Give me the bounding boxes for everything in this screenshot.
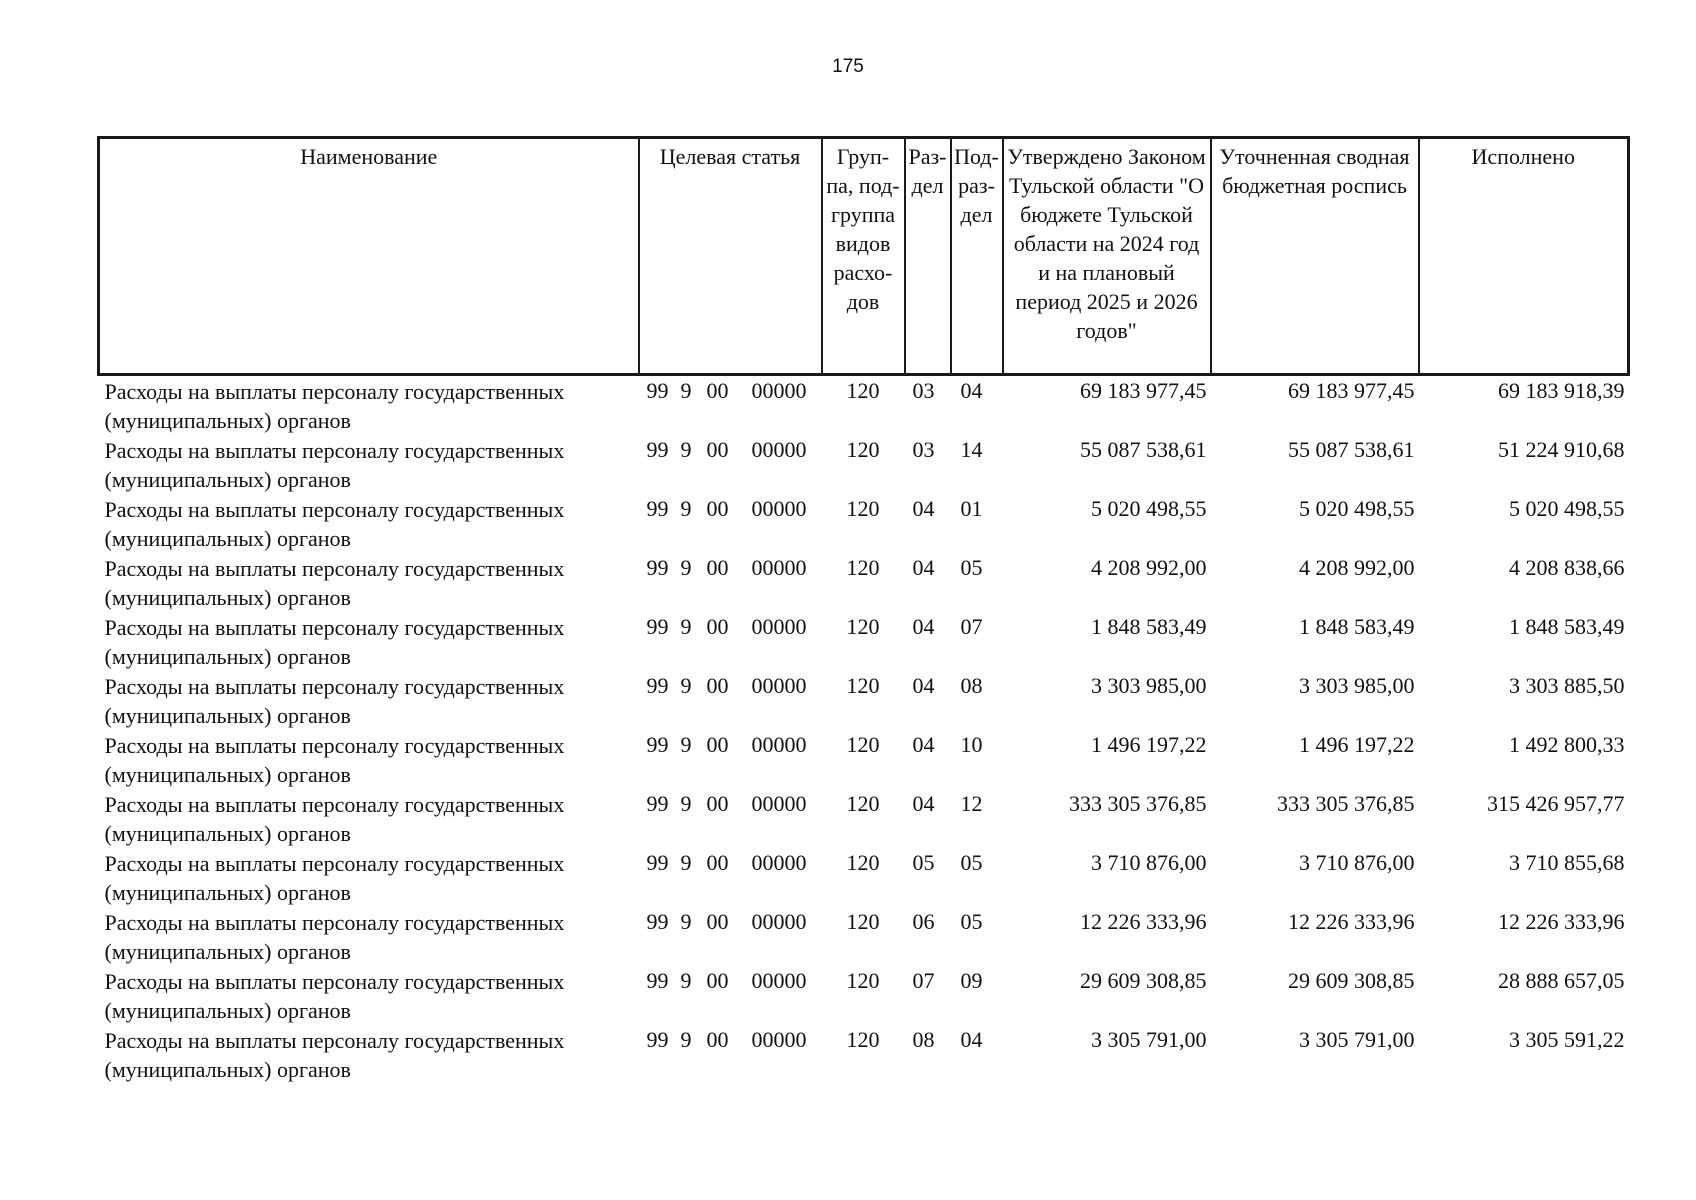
row-approved: 29 609 308,85	[1080, 968, 1207, 993]
row-section: 04	[912, 555, 935, 580]
row-name: Расходы на выплаты персоналу государственных (муниципальных) органов	[104, 969, 565, 1023]
row-target-article-part: 9	[680, 791, 692, 816]
row-executed: 1 848 583,49	[1509, 614, 1625, 639]
row-target-article-part: 00000	[751, 496, 807, 521]
page-number: 175	[832, 56, 864, 77]
row-subsection: 09	[960, 968, 983, 993]
row-target-article-part: 00000	[751, 909, 807, 934]
table-row	[99, 435, 1629, 494]
table-row	[99, 553, 1629, 612]
row-target-article-part: 99	[646, 496, 669, 521]
table-row	[99, 966, 1629, 1025]
row-target-article-part: 9	[680, 437, 692, 462]
row-name: Расходы на выплаты персоналу государственных (муниципальных) органов	[104, 556, 565, 610]
row-subsection: 05	[960, 555, 983, 580]
row-refined: 69 183 977,45	[1288, 378, 1415, 403]
row-subsection: 14	[960, 437, 983, 462]
row-target-article-part: 00000	[751, 555, 807, 580]
header-row	[99, 138, 1629, 375]
row-section: 03	[912, 437, 935, 462]
row-executed: 69 183 918,39	[1498, 378, 1625, 403]
row-approved: 1 496 197,22	[1091, 732, 1207, 757]
row-refined: 29 609 308,85	[1288, 968, 1415, 993]
row-approved: 12 226 333,96	[1080, 909, 1207, 934]
row-name: Расходы на выплаты персоналу государственных (муниципальных) органов	[104, 851, 565, 905]
row-target-article-part: 99	[646, 791, 669, 816]
row-executed: 28 888 657,05	[1498, 968, 1625, 993]
row-expense-group: 120	[846, 496, 880, 521]
row-target-article-part: 9	[680, 555, 692, 580]
header-name	[99, 138, 639, 375]
row-target-article-part: 99	[646, 968, 669, 993]
row-target-article-part: 00	[706, 673, 729, 698]
row-target-article-part: 99	[646, 378, 669, 403]
header-target-article	[639, 138, 822, 375]
header-executed	[1419, 138, 1629, 375]
table-row	[99, 730, 1629, 789]
table-row	[99, 494, 1629, 553]
header-name-label: Наименование	[300, 144, 438, 169]
row-target-article	[639, 435, 822, 494]
row-target-article	[639, 1025, 822, 1084]
row-executed: 12 226 333,96	[1498, 909, 1625, 934]
row-approved: 3 710 876,00	[1091, 850, 1207, 875]
row-subsection: 04	[960, 378, 983, 403]
header-refined-label: Уточненная сводная бюджетная роспись	[1219, 144, 1410, 198]
header-refined	[1211, 138, 1419, 375]
header-expense-group	[822, 138, 905, 375]
header-approved-label: Утверждено Законом Тульской области "О бюджете Тульской области на 2024 год и на плановый период 2025 и 2026 годов"	[1007, 144, 1206, 343]
row-subsection: 08	[960, 673, 983, 698]
row-target-article-part: 99	[646, 437, 669, 462]
table-header	[99, 138, 1629, 375]
row-refined: 55 087 538,61	[1288, 437, 1415, 462]
row-name: Расходы на выплаты персоналу государственных (муниципальных) органов	[104, 379, 565, 433]
row-subsection: 10	[960, 732, 983, 757]
row-target-article-part: 9	[680, 909, 692, 934]
row-target-article-part: 00	[706, 378, 729, 403]
row-target-article-part: 00	[706, 791, 729, 816]
table-row	[99, 907, 1629, 966]
row-target-article-part: 99	[646, 673, 669, 698]
row-name: Расходы на выплаты персоналу государственных (муниципальных) органов	[104, 733, 565, 787]
row-target-article-part: 9	[680, 673, 692, 698]
row-section: 05	[912, 850, 935, 875]
row-expense-group: 120	[846, 791, 880, 816]
row-subsection: 12	[960, 791, 983, 816]
row-section: 04	[912, 673, 935, 698]
row-approved: 3 303 985,00	[1091, 673, 1207, 698]
row-target-article	[639, 671, 822, 730]
row-expense-group: 120	[846, 909, 880, 934]
row-name: Расходы на выплаты персоналу государственных (муниципальных) органов	[104, 615, 565, 669]
row-subsection: 05	[960, 909, 983, 934]
row-target-article	[639, 494, 822, 553]
row-refined: 4 208 992,00	[1299, 555, 1415, 580]
row-target-article-part: 9	[680, 378, 692, 403]
row-refined: 5 020 498,55	[1299, 496, 1415, 521]
header-executed-label: Исполнено	[1471, 144, 1575, 169]
row-section: 04	[912, 614, 935, 639]
row-refined: 3 305 791,00	[1299, 1027, 1415, 1052]
row-name: Расходы на выплаты персоналу государственных (муниципальных) органов	[104, 438, 565, 492]
header-target-article-label: Целевая статья	[659, 144, 801, 169]
row-target-article	[639, 907, 822, 966]
row-expense-group: 120	[846, 850, 880, 875]
header-subsection	[951, 138, 1003, 375]
row-approved: 69 183 977,45	[1080, 378, 1207, 403]
row-target-article-part: 00	[706, 496, 729, 521]
row-target-article-part: 99	[646, 732, 669, 757]
row-target-article-part: 9	[680, 614, 692, 639]
row-target-article-part: 00000	[751, 673, 807, 698]
row-section: 04	[912, 732, 935, 757]
row-executed: 4 208 838,66	[1509, 555, 1625, 580]
row-target-article-part: 00	[706, 968, 729, 993]
row-target-article	[639, 612, 822, 671]
row-target-article-part: 99	[646, 614, 669, 639]
row-target-article-part: 9	[680, 732, 692, 757]
row-executed: 1 492 800,33	[1509, 732, 1625, 757]
row-executed: 51 224 910,68	[1498, 437, 1625, 462]
row-target-article-part: 00000	[751, 732, 807, 757]
header-subsection-label: Под-раз-дел	[954, 144, 999, 227]
row-subsection: 04	[960, 1027, 983, 1052]
row-approved: 55 087 538,61	[1080, 437, 1207, 462]
row-target-article-part: 9	[680, 496, 692, 521]
row-section: 03	[912, 378, 935, 403]
row-target-article	[639, 966, 822, 1025]
row-expense-group: 120	[846, 437, 880, 462]
row-expense-group: 120	[846, 968, 880, 993]
row-section: 04	[912, 496, 935, 521]
row-target-article-part: 00	[706, 909, 729, 934]
row-target-article-part: 00	[706, 732, 729, 757]
row-target-article	[639, 848, 822, 907]
row-section: 08	[912, 1027, 935, 1052]
row-refined: 3 303 985,00	[1299, 673, 1415, 698]
row-refined: 1 848 583,49	[1299, 614, 1415, 639]
row-approved: 4 208 992,00	[1091, 555, 1207, 580]
row-name: Расходы на выплаты персоналу государственных (муниципальных) органов	[104, 910, 565, 964]
row-target-article	[639, 375, 822, 436]
row-section: 04	[912, 791, 935, 816]
header-section	[905, 138, 951, 375]
row-target-article-part: 99	[646, 555, 669, 580]
table-row	[99, 375, 1629, 436]
row-target-article-part: 00000	[751, 850, 807, 875]
row-target-article-part: 00	[706, 614, 729, 639]
header-expense-group-label: Груп-па, под-группа видов расхо-дов	[826, 144, 900, 314]
row-target-article-part: 00000	[751, 1027, 807, 1052]
row-target-article-part: 00	[706, 850, 729, 875]
row-target-article-part: 00	[706, 1027, 729, 1052]
row-target-article-part: 9	[680, 968, 692, 993]
row-target-article-part: 9	[680, 850, 692, 875]
row-target-article-part: 99	[646, 909, 669, 934]
row-subsection: 01	[960, 496, 983, 521]
row-executed: 3 710 855,68	[1509, 850, 1625, 875]
table-row	[99, 671, 1629, 730]
row-target-article-part: 99	[646, 1027, 669, 1052]
row-refined: 3 710 876,00	[1299, 850, 1415, 875]
row-expense-group: 120	[846, 614, 880, 639]
row-refined: 333 305 376,85	[1277, 791, 1415, 816]
row-target-article-part: 00000	[751, 378, 807, 403]
row-target-article-part: 00	[706, 555, 729, 580]
row-subsection: 05	[960, 850, 983, 875]
table-row	[99, 1025, 1629, 1084]
budget-table	[97, 136, 1630, 1084]
row-approved: 3 305 791,00	[1091, 1027, 1207, 1052]
header-approved	[1003, 138, 1211, 375]
row-expense-group: 120	[846, 378, 880, 403]
table-body	[99, 375, 1629, 1085]
row-executed: 3 303 885,50	[1509, 673, 1625, 698]
row-expense-group: 120	[846, 555, 880, 580]
row-target-article-part: 99	[646, 850, 669, 875]
row-refined: 12 226 333,96	[1288, 909, 1415, 934]
row-refined: 1 496 197,22	[1299, 732, 1415, 757]
row-executed: 315 426 957,77	[1487, 791, 1625, 816]
row-name: Расходы на выплаты персоналу государственных (муниципальных) органов	[104, 497, 565, 551]
row-target-article	[639, 553, 822, 612]
row-section: 07	[912, 968, 935, 993]
row-executed: 5 020 498,55	[1509, 496, 1625, 521]
row-target-article-part: 00000	[751, 968, 807, 993]
row-target-article-part: 00	[706, 437, 729, 462]
row-target-article-part: 00000	[751, 437, 807, 462]
row-name: Расходы на выплаты персоналу государственных (муниципальных) органов	[104, 792, 565, 846]
row-approved: 5 020 498,55	[1091, 496, 1207, 521]
row-section: 06	[912, 909, 935, 934]
table-row	[99, 848, 1629, 907]
table-row	[99, 612, 1629, 671]
row-expense-group: 120	[846, 1027, 880, 1052]
row-target-article-part: 00000	[751, 791, 807, 816]
row-target-article-part: 00000	[751, 614, 807, 639]
row-target-article-part: 9	[680, 1027, 692, 1052]
row-target-article	[639, 730, 822, 789]
table-row	[99, 789, 1629, 848]
row-name: Расходы на выплаты персоналу государственных (муниципальных) органов	[104, 674, 565, 728]
row-name: Расходы на выплаты персоналу государственных (муниципальных) органов	[104, 1028, 565, 1082]
row-subsection: 07	[960, 614, 983, 639]
row-expense-group: 120	[846, 732, 880, 757]
row-executed: 3 305 591,22	[1509, 1027, 1625, 1052]
row-approved: 333 305 376,85	[1069, 791, 1207, 816]
header-section-label: Раз-дел	[908, 144, 947, 198]
row-approved: 1 848 583,49	[1091, 614, 1207, 639]
row-target-article	[639, 789, 822, 848]
row-expense-group: 120	[846, 673, 880, 698]
